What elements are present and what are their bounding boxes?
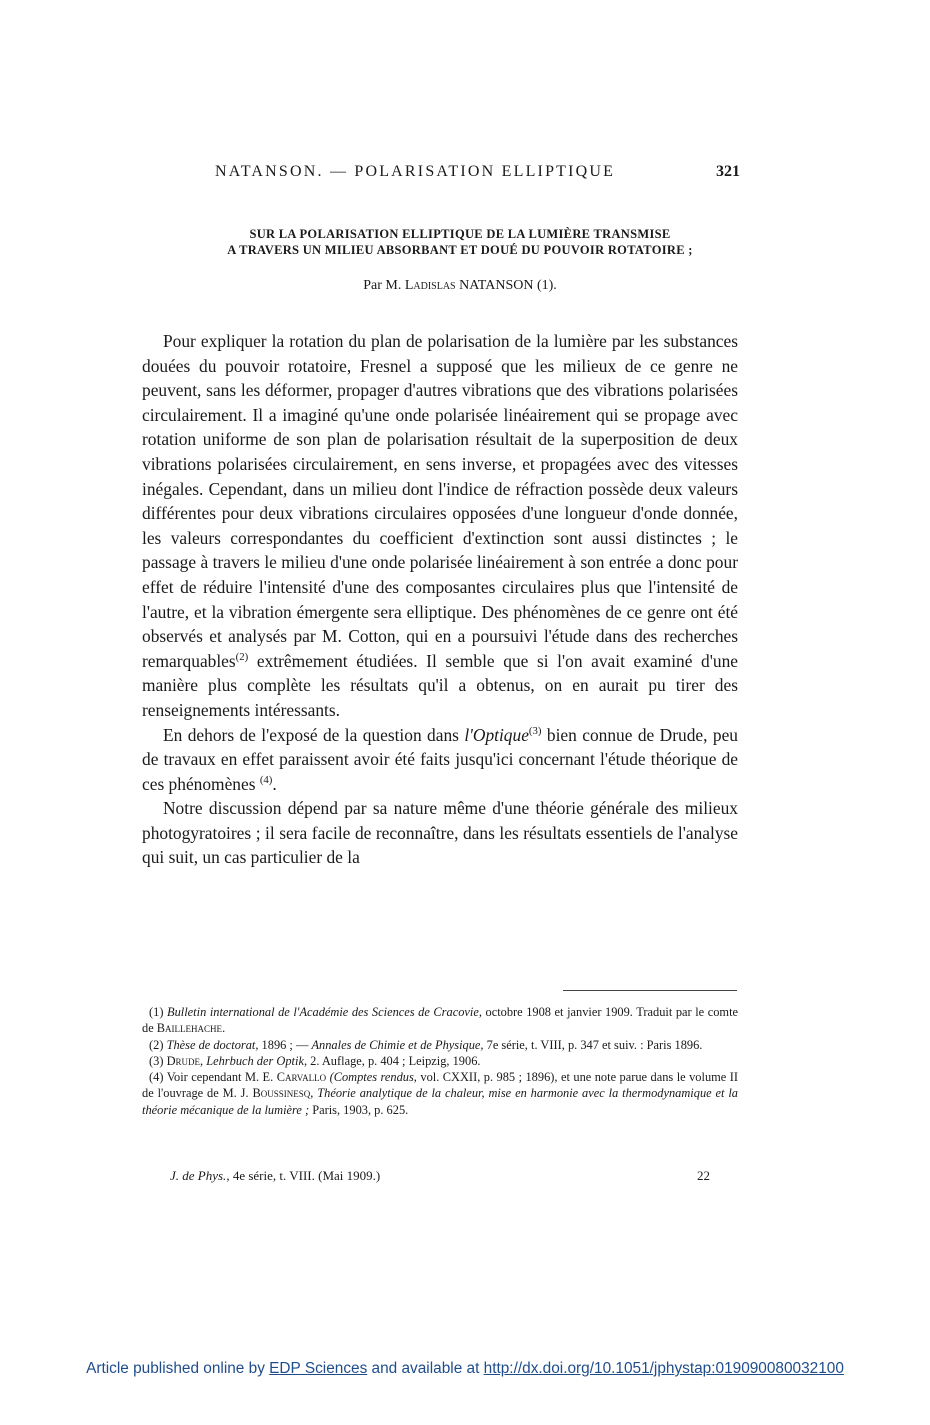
footnote-1-text: octobre 1908 et janvier 1909. Traduit par le comte de	[142, 1005, 739, 1036]
footnote-3-author: Drude	[166, 1053, 201, 1068]
footnote-4-source-2: Théorie analytique de la chaleur, mise en harmonie avec la thermodynamique et la théorie mécanique de la lumière ;	[142, 1086, 739, 1117]
footnote-4	[142, 1069, 738, 1118]
footnote-2-mark: (2)	[149, 1037, 164, 1052]
paragraph-2-text-a: En dehors de l'exposé de la question dans	[163, 724, 465, 745]
paragraph-1-text-a: Pour expliquer la rotation du plan de polarisation de la lumière par les substances douées du pouvoir rotatoire, Fresnel a supposé que les milieux de ce genre ne peuvent, sans les déformer, propager d'autres vibrations que des vibrations polarisées circulairement. Il a imaginé qu'une onde polarisée linéairement qui se propage avec rotation uniforme de son plan de polarisation résultait de la superposition de deux vibrations polarisées circulairement, en sens inverse, et propagées avec des vitesses inégales. Cependant, dans un milieu dont l'indice de réfraction possède deux valeurs différentes pour deux vibrations circulaires opposées d'une longueur d'onde donnée, les valeurs correspondantes du coefficient d'extinction sont aussi distinctes ; le passage à travers le milieu d'une onde polarisée linéairement à son entrée a donc pour effet de réduire l'intensité d'une des composantes circulaires plus que l'intensité de l'autre, et la vibration émergente sera elliptique. Des phénomènes de ce genre ont été observés et analysés par M. Cotton, qui en a poursuivi l'étude dans des recherches remarquables	[142, 331, 738, 671]
page-number: 321	[716, 163, 740, 180]
footnote-1-end: .	[222, 1021, 226, 1036]
footnote-4-author-2: Boussinesq,	[252, 1086, 314, 1101]
footnote-1-translator: Baillehache	[156, 1021, 223, 1036]
footnote-2-source-2: Annales de Chimie et de Physique,	[311, 1037, 484, 1052]
banner-middle: and available at	[367, 1360, 484, 1377]
paragraph-1	[142, 329, 738, 723]
author-last-name: NATANSON	[459, 278, 534, 293]
footnote-ref-4: (4)	[259, 773, 273, 786]
article-title	[140, 226, 780, 258]
footnote-2-source-1: Thèse de doctorat,	[166, 1037, 259, 1052]
footnote-4-author-1: Carvallo	[276, 1070, 327, 1085]
footnote-4-mark: (4)	[149, 1070, 164, 1085]
footnote-2-text-1: 1896 ; —	[258, 1037, 312, 1052]
footnote-3-mark: (3)	[149, 1053, 164, 1068]
footnote-3-text: , 2. Auflage, p. 404 ; Leipzig, 1906.	[303, 1053, 481, 1068]
footnote-rule	[563, 990, 737, 991]
doi-link[interactable]: http://dx.doi.org/10.1051/jphystap:019090080032100	[483, 1360, 844, 1377]
footnote-2-text-2: 7e série, t. VIII, p. 347 et suiv. : Paris 1896.	[483, 1037, 703, 1052]
footnote-4-text-1: Voir cependant M. E.	[163, 1070, 277, 1085]
journal-name: J. de Phys.	[170, 1168, 227, 1183]
footnote-ref-2: (2)	[235, 650, 249, 663]
footnote-4-source-1: (Comptes rendus,	[326, 1070, 417, 1085]
byline-prefix: Par M.	[363, 278, 402, 293]
running-title: NATANSON. — POLARISATION ELLIPTIQUE	[215, 163, 616, 180]
publication-banner	[0, 1360, 930, 1378]
paragraph-2-text-b: bien connue de Drude, peu de travaux en effet paraissent avoir été faits jusqu'ici concernant l'étude théorique de ces phénomènes	[142, 724, 738, 794]
title-line-1: SUR LA POLARISATION ELLIPTIQUE DE LA LUMIÈRE TRANSMISE	[249, 227, 671, 241]
footnote-ref-3: (3)	[528, 724, 542, 737]
author-note-ref: (1).	[536, 278, 557, 293]
footnote-2	[142, 1037, 738, 1053]
banner-prefix: Article published online by	[86, 1360, 270, 1377]
paragraph-2	[142, 723, 738, 797]
journal-issue: , 4e série, t. VIII. (Mai 1909.)	[226, 1168, 381, 1183]
paragraph-1-text-b: extrêmement étudiées. Il semble que si l'on avait examiné d'une manière plus complète les résultats qu'il a obtenus, on en aurait pu tirer des renseignements intéressants.	[142, 650, 738, 720]
paragraph-3: Notre discussion dépend par sa nature même d'une théorie générale des milieux photogyratoires ; il sera facile de reconnaître, dans les résultats essentiels de l'analyse qui suit, un cas particulier de la	[142, 798, 738, 868]
article-body	[142, 329, 738, 870]
footnote-4-text-2: vol. CXXII, p. 985 ; 1896), et une note parue dans le volume II de l'ouvrage de M. J.	[142, 1070, 739, 1101]
paragraph-2-text-c: .	[272, 773, 277, 794]
journal-citation	[170, 1168, 380, 1184]
optique-title: l'Optique	[464, 724, 529, 745]
footnote-3	[142, 1053, 738, 1069]
signature-mark: 22	[697, 1168, 710, 1183]
footnote-1-mark: (1)	[149, 1005, 164, 1019]
footnote-3-source: , Lehrbuch der Optik	[200, 1053, 304, 1068]
author-byline	[140, 278, 780, 294]
title-line-2: A TRAVERS UN MILIEU ABSORBANT ET DOUÉ DU POUVOIR ROTATOIRE ;	[227, 243, 693, 257]
publisher-link[interactable]: EDP Sciences	[269, 1360, 368, 1377]
author-first-name: Ladislas	[404, 278, 456, 293]
footnote-4-text-3: Paris, 1903, p. 625.	[309, 1102, 409, 1117]
footnote-1	[142, 1004, 738, 1037]
footnote-1-source: Bulletin international de l'Académie des Sciences de Cracovie,	[167, 1005, 482, 1019]
footnotes	[142, 1004, 738, 1118]
